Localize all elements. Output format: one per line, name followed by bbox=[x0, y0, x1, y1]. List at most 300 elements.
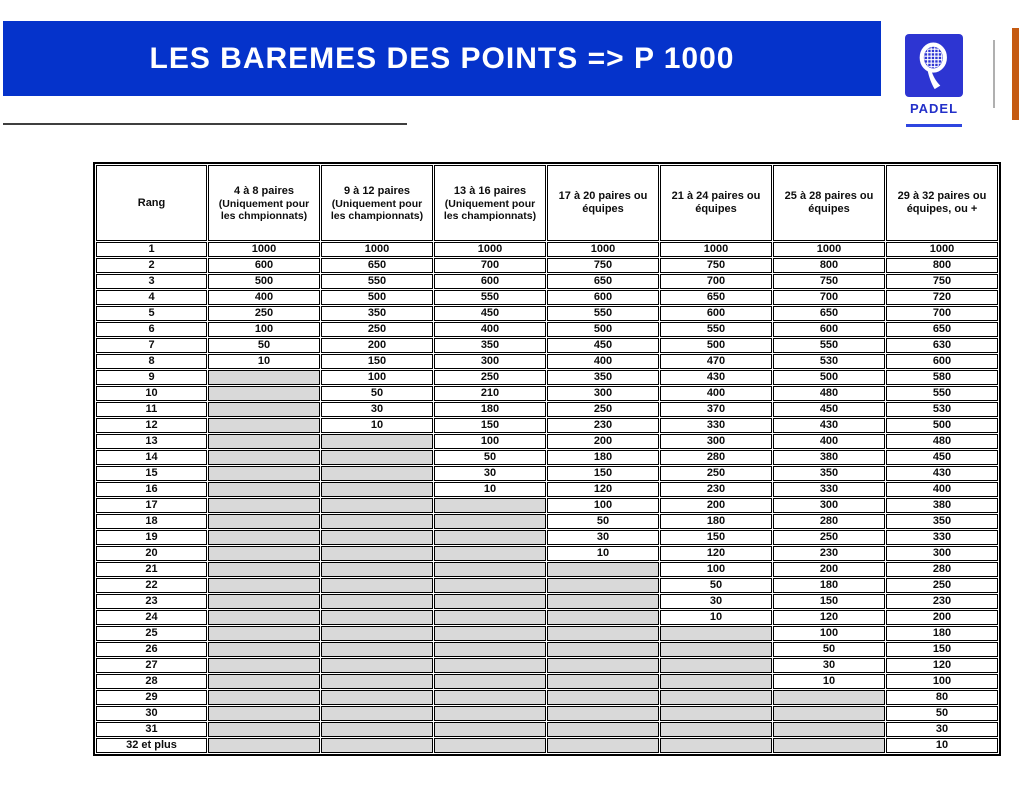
points-cell: 1000 bbox=[886, 242, 998, 257]
points-cell: 200 bbox=[321, 338, 433, 353]
table-row bbox=[96, 658, 998, 673]
points-cell: 350 bbox=[434, 338, 546, 353]
points-cell: 600 bbox=[434, 274, 546, 289]
points-cell: 550 bbox=[886, 386, 998, 401]
points-cell: 30 bbox=[434, 466, 546, 481]
points-cell bbox=[434, 546, 546, 561]
header-label: 29 à 32 paires ou équipes, ou + bbox=[897, 190, 987, 215]
header-col-7 bbox=[886, 165, 998, 241]
header-label: 21 à 24 paires ou équipes bbox=[671, 190, 761, 215]
table-row bbox=[96, 530, 998, 545]
points-cell bbox=[660, 738, 772, 753]
points-cell bbox=[434, 706, 546, 721]
points-cell bbox=[773, 706, 885, 721]
points-cell: 430 bbox=[886, 466, 998, 481]
points-cell: 650 bbox=[547, 274, 659, 289]
table-row bbox=[96, 706, 998, 721]
points-cell bbox=[321, 690, 433, 705]
points-cell: 200 bbox=[886, 610, 998, 625]
rang-cell: 32 et plus bbox=[96, 738, 207, 753]
table-row bbox=[96, 354, 998, 369]
points-cell: 100 bbox=[660, 562, 772, 577]
points-cell: 230 bbox=[886, 594, 998, 609]
header-note: (Uniquement pour les championnats) bbox=[443, 197, 537, 222]
rang-cell: 9 bbox=[96, 370, 207, 385]
points-cell bbox=[773, 738, 885, 753]
points-cell: 500 bbox=[321, 290, 433, 305]
table-body bbox=[96, 242, 998, 753]
points-cell: 400 bbox=[208, 290, 320, 305]
padel-racket-icon bbox=[905, 34, 963, 97]
points-cell: 700 bbox=[773, 290, 885, 305]
rang-cell: 3 bbox=[96, 274, 207, 289]
rang-cell: 15 bbox=[96, 466, 207, 481]
points-cell bbox=[434, 674, 546, 689]
points-cell: 50 bbox=[208, 338, 320, 353]
points-cell bbox=[208, 386, 320, 401]
rang-cell: 6 bbox=[96, 322, 207, 337]
points-cell: 530 bbox=[773, 354, 885, 369]
page-title: LES BAREMES DES POINTS => P 1000 bbox=[149, 41, 735, 75]
points-cell bbox=[208, 722, 320, 737]
points-cell: 100 bbox=[547, 498, 659, 513]
points-cell: 330 bbox=[660, 418, 772, 433]
points-cell: 1000 bbox=[660, 242, 772, 257]
points-cell bbox=[321, 562, 433, 577]
points-cell: 750 bbox=[660, 258, 772, 273]
points-cell: 550 bbox=[321, 274, 433, 289]
points-cell bbox=[547, 594, 659, 609]
points-cell bbox=[547, 610, 659, 625]
rang-cell: 16 bbox=[96, 482, 207, 497]
table-row bbox=[96, 418, 998, 433]
points-cell bbox=[660, 722, 772, 737]
points-cell: 700 bbox=[434, 258, 546, 273]
points-cell: 200 bbox=[547, 434, 659, 449]
table-row bbox=[96, 242, 998, 257]
points-cell bbox=[547, 706, 659, 721]
points-cell bbox=[321, 482, 433, 497]
points-cell: 300 bbox=[547, 386, 659, 401]
header-label: Rang bbox=[137, 196, 166, 209]
points-cell bbox=[547, 642, 659, 657]
points-cell: 400 bbox=[434, 322, 546, 337]
table-row bbox=[96, 610, 998, 625]
points-cell: 30 bbox=[660, 594, 772, 609]
table-row bbox=[96, 562, 998, 577]
points-cell bbox=[208, 370, 320, 385]
points-cell: 500 bbox=[547, 322, 659, 337]
points-cell bbox=[321, 434, 433, 449]
table-header bbox=[96, 165, 998, 241]
points-cell: 50 bbox=[660, 578, 772, 593]
points-cell bbox=[208, 450, 320, 465]
points-cell bbox=[547, 674, 659, 689]
logo-underline bbox=[906, 124, 962, 127]
points-cell: 250 bbox=[434, 370, 546, 385]
points-cell: 430 bbox=[660, 370, 772, 385]
points-cell bbox=[660, 626, 772, 641]
points-cell bbox=[547, 658, 659, 673]
points-cell: 50 bbox=[434, 450, 546, 465]
points-cell: 50 bbox=[547, 514, 659, 529]
header-col-3 bbox=[434, 165, 546, 241]
points-cell: 300 bbox=[660, 434, 772, 449]
header-col-6 bbox=[773, 165, 885, 241]
points-cell: 120 bbox=[660, 546, 772, 561]
points-cell bbox=[434, 642, 546, 657]
table-row bbox=[96, 338, 998, 353]
rang-cell: 8 bbox=[96, 354, 207, 369]
points-cell: 650 bbox=[886, 322, 998, 337]
points-cell bbox=[547, 562, 659, 577]
points-cell: 150 bbox=[660, 530, 772, 545]
points-cell bbox=[321, 738, 433, 753]
header-col-1 bbox=[208, 165, 320, 241]
rang-cell: 18 bbox=[96, 514, 207, 529]
rang-cell: 7 bbox=[96, 338, 207, 353]
points-cell: 400 bbox=[547, 354, 659, 369]
points-cell bbox=[660, 674, 772, 689]
points-cell bbox=[208, 706, 320, 721]
points-cell bbox=[321, 546, 433, 561]
points-cell: 600 bbox=[547, 290, 659, 305]
table-row bbox=[96, 546, 998, 561]
rang-cell: 22 bbox=[96, 578, 207, 593]
points-cell bbox=[321, 514, 433, 529]
points-cell: 120 bbox=[886, 658, 998, 673]
rang-cell: 29 bbox=[96, 690, 207, 705]
rang-cell: 5 bbox=[96, 306, 207, 321]
points-cell bbox=[434, 722, 546, 737]
points-cell: 350 bbox=[773, 466, 885, 481]
rang-cell: 11 bbox=[96, 402, 207, 417]
points-cell bbox=[321, 658, 433, 673]
points-cell bbox=[660, 706, 772, 721]
points-cell bbox=[208, 610, 320, 625]
rang-cell: 26 bbox=[96, 642, 207, 657]
points-table bbox=[93, 162, 1001, 756]
points-cell: 450 bbox=[547, 338, 659, 353]
underline-rule bbox=[3, 123, 407, 125]
points-cell bbox=[321, 722, 433, 737]
header-col-5 bbox=[660, 165, 772, 241]
points-cell: 630 bbox=[886, 338, 998, 353]
points-cell bbox=[434, 626, 546, 641]
points-cell: 180 bbox=[434, 402, 546, 417]
points-cell: 600 bbox=[660, 306, 772, 321]
points-cell: 10 bbox=[547, 546, 659, 561]
points-cell: 300 bbox=[886, 546, 998, 561]
points-cell: 550 bbox=[547, 306, 659, 321]
points-cell: 330 bbox=[886, 530, 998, 545]
points-cell bbox=[434, 530, 546, 545]
rang-cell: 2 bbox=[96, 258, 207, 273]
points-cell: 10 bbox=[660, 610, 772, 625]
table-row bbox=[96, 258, 998, 273]
points-cell: 800 bbox=[773, 258, 885, 273]
points-cell bbox=[208, 674, 320, 689]
logo-wordmark: PADEL bbox=[909, 101, 959, 116]
points-cell bbox=[434, 738, 546, 753]
points-cell bbox=[208, 402, 320, 417]
points-cell bbox=[208, 498, 320, 513]
points-cell bbox=[547, 690, 659, 705]
points-cell bbox=[208, 418, 320, 433]
points-cell: 250 bbox=[321, 322, 433, 337]
table-row bbox=[96, 578, 998, 593]
header-note: (Uniquement pour les championnats) bbox=[330, 197, 424, 222]
rang-cell: 20 bbox=[96, 546, 207, 561]
points-cell bbox=[434, 610, 546, 625]
points-cell: 180 bbox=[773, 578, 885, 593]
rang-cell: 4 bbox=[96, 290, 207, 305]
points-cell bbox=[208, 514, 320, 529]
points-cell: 330 bbox=[773, 482, 885, 497]
points-cell bbox=[208, 690, 320, 705]
points-cell: 80 bbox=[886, 690, 998, 705]
points-cell: 280 bbox=[886, 562, 998, 577]
rang-cell: 24 bbox=[96, 610, 207, 625]
points-cell: 650 bbox=[773, 306, 885, 321]
points-cell: 650 bbox=[321, 258, 433, 273]
points-cell bbox=[321, 450, 433, 465]
points-cell bbox=[321, 466, 433, 481]
points-cell: 150 bbox=[547, 466, 659, 481]
points-cell bbox=[208, 562, 320, 577]
points-cell bbox=[208, 738, 320, 753]
points-cell: 480 bbox=[886, 434, 998, 449]
points-cell: 250 bbox=[773, 530, 885, 545]
points-cell: 380 bbox=[886, 498, 998, 513]
points-cell bbox=[547, 722, 659, 737]
table-row bbox=[96, 434, 998, 449]
rang-cell: 21 bbox=[96, 562, 207, 577]
points-cell: 470 bbox=[660, 354, 772, 369]
table-row bbox=[96, 738, 998, 753]
table-row bbox=[96, 290, 998, 305]
points-cell bbox=[208, 434, 320, 449]
points-cell: 750 bbox=[773, 274, 885, 289]
rang-cell: 19 bbox=[96, 530, 207, 545]
points-cell: 500 bbox=[660, 338, 772, 353]
points-cell: 50 bbox=[321, 386, 433, 401]
points-cell bbox=[208, 594, 320, 609]
points-cell: 650 bbox=[660, 290, 772, 305]
rang-cell: 1 bbox=[96, 242, 207, 257]
points-cell bbox=[208, 642, 320, 657]
table-row bbox=[96, 690, 998, 705]
points-cell: 180 bbox=[660, 514, 772, 529]
points-cell bbox=[321, 530, 433, 545]
points-cell: 580 bbox=[886, 370, 998, 385]
points-cell: 10 bbox=[434, 482, 546, 497]
points-cell bbox=[434, 514, 546, 529]
points-cell: 150 bbox=[434, 418, 546, 433]
points-cell bbox=[321, 706, 433, 721]
points-cell bbox=[321, 578, 433, 593]
table-row bbox=[96, 626, 998, 641]
points-cell: 750 bbox=[547, 258, 659, 273]
points-cell: 550 bbox=[773, 338, 885, 353]
points-cell: 100 bbox=[434, 434, 546, 449]
table-row bbox=[96, 370, 998, 385]
header-rang bbox=[96, 165, 207, 241]
rang-cell: 17 bbox=[96, 498, 207, 513]
header-label: 4 à 8 paires bbox=[234, 184, 294, 197]
points-cell bbox=[321, 594, 433, 609]
points-cell bbox=[434, 594, 546, 609]
points-cell: 1000 bbox=[321, 242, 433, 257]
header-row bbox=[96, 165, 998, 241]
points-cell: 800 bbox=[886, 258, 998, 273]
table-row bbox=[96, 642, 998, 657]
points-cell bbox=[660, 642, 772, 657]
points-cell bbox=[208, 466, 320, 481]
points-cell: 600 bbox=[886, 354, 998, 369]
points-cell: 50 bbox=[886, 706, 998, 721]
header-col-4 bbox=[547, 165, 659, 241]
points-cell bbox=[208, 578, 320, 593]
points-cell bbox=[321, 610, 433, 625]
points-cell: 150 bbox=[321, 354, 433, 369]
table-row bbox=[96, 274, 998, 289]
table-row bbox=[96, 306, 998, 321]
points-cell: 230 bbox=[660, 482, 772, 497]
points-cell bbox=[321, 626, 433, 641]
rang-cell: 10 bbox=[96, 386, 207, 401]
points-cell: 30 bbox=[886, 722, 998, 737]
points-cell bbox=[208, 626, 320, 641]
points-cell: 30 bbox=[547, 530, 659, 545]
rang-cell: 25 bbox=[96, 626, 207, 641]
table-row bbox=[96, 482, 998, 497]
points-cell bbox=[773, 690, 885, 705]
points-cell: 280 bbox=[773, 514, 885, 529]
points-cell: 600 bbox=[773, 322, 885, 337]
points-cell bbox=[321, 498, 433, 513]
title-banner bbox=[3, 21, 881, 96]
header-col-2 bbox=[321, 165, 433, 241]
points-cell: 530 bbox=[886, 402, 998, 417]
points-cell: 210 bbox=[434, 386, 546, 401]
points-cell bbox=[434, 578, 546, 593]
points-cell bbox=[321, 642, 433, 657]
points-cell: 30 bbox=[773, 658, 885, 673]
points-cell: 120 bbox=[773, 610, 885, 625]
table-row bbox=[96, 466, 998, 481]
points-cell bbox=[434, 562, 546, 577]
points-cell: 380 bbox=[773, 450, 885, 465]
points-cell: 1000 bbox=[773, 242, 885, 257]
points-cell bbox=[547, 738, 659, 753]
header-label: 25 à 28 paires ou équipes bbox=[784, 190, 874, 215]
points-cell: 100 bbox=[886, 674, 998, 689]
points-cell: 500 bbox=[773, 370, 885, 385]
points-cell: 1000 bbox=[547, 242, 659, 257]
points-cell bbox=[434, 658, 546, 673]
points-cell: 550 bbox=[434, 290, 546, 305]
points-cell: 230 bbox=[547, 418, 659, 433]
points-cell bbox=[660, 658, 772, 673]
points-cell: 350 bbox=[886, 514, 998, 529]
points-cell: 430 bbox=[773, 418, 885, 433]
points-cell: 500 bbox=[208, 274, 320, 289]
points-cell bbox=[208, 530, 320, 545]
header-note: (Uniquement pour les chmpionnats) bbox=[218, 197, 310, 222]
points-cell bbox=[547, 578, 659, 593]
header-label: 17 à 20 paires ou équipes bbox=[558, 190, 648, 215]
points-cell: 200 bbox=[660, 498, 772, 513]
points-cell: 300 bbox=[434, 354, 546, 369]
table-row bbox=[96, 498, 998, 513]
points-cell bbox=[547, 626, 659, 641]
rang-cell: 23 bbox=[96, 594, 207, 609]
points-cell: 350 bbox=[547, 370, 659, 385]
points-cell: 250 bbox=[547, 402, 659, 417]
points-cell: 150 bbox=[773, 594, 885, 609]
points-cell: 120 bbox=[547, 482, 659, 497]
points-cell: 600 bbox=[208, 258, 320, 273]
points-cell bbox=[208, 546, 320, 561]
points-cell: 450 bbox=[773, 402, 885, 417]
points-cell: 180 bbox=[547, 450, 659, 465]
points-cell: 400 bbox=[660, 386, 772, 401]
rang-cell: 30 bbox=[96, 706, 207, 721]
points-cell: 700 bbox=[660, 274, 772, 289]
points-cell: 480 bbox=[773, 386, 885, 401]
points-cell bbox=[434, 498, 546, 513]
rang-cell: 13 bbox=[96, 434, 207, 449]
table-row bbox=[96, 722, 998, 737]
header-label: 13 à 16 paires bbox=[453, 184, 527, 197]
header-label: 9 à 12 paires bbox=[343, 184, 411, 197]
points-cell: 10 bbox=[886, 738, 998, 753]
points-cell: 550 bbox=[660, 322, 772, 337]
table-row bbox=[96, 594, 998, 609]
points-cell bbox=[773, 722, 885, 737]
points-cell: 100 bbox=[773, 626, 885, 641]
points-cell: 300 bbox=[773, 498, 885, 513]
points-cell: 230 bbox=[773, 546, 885, 561]
points-cell: 30 bbox=[321, 402, 433, 417]
points-cell bbox=[208, 482, 320, 497]
points-cell: 10 bbox=[773, 674, 885, 689]
points-cell: 250 bbox=[208, 306, 320, 321]
points-cell: 250 bbox=[886, 578, 998, 593]
points-cell: 750 bbox=[886, 274, 998, 289]
table-row bbox=[96, 386, 998, 401]
table-row bbox=[96, 402, 998, 417]
rang-cell: 12 bbox=[96, 418, 207, 433]
points-cell: 350 bbox=[321, 306, 433, 321]
table-row bbox=[96, 514, 998, 529]
points-cell: 150 bbox=[886, 642, 998, 657]
points-cell bbox=[434, 690, 546, 705]
rang-cell: 27 bbox=[96, 658, 207, 673]
points-cell: 720 bbox=[886, 290, 998, 305]
rang-cell: 14 bbox=[96, 450, 207, 465]
divider-line bbox=[993, 40, 995, 108]
points-cell: 500 bbox=[886, 418, 998, 433]
points-cell: 100 bbox=[321, 370, 433, 385]
rang-cell: 28 bbox=[96, 674, 207, 689]
points-cell: 280 bbox=[660, 450, 772, 465]
table-row bbox=[96, 674, 998, 689]
points-cell: 10 bbox=[321, 418, 433, 433]
points-cell: 50 bbox=[773, 642, 885, 657]
points-cell: 400 bbox=[773, 434, 885, 449]
